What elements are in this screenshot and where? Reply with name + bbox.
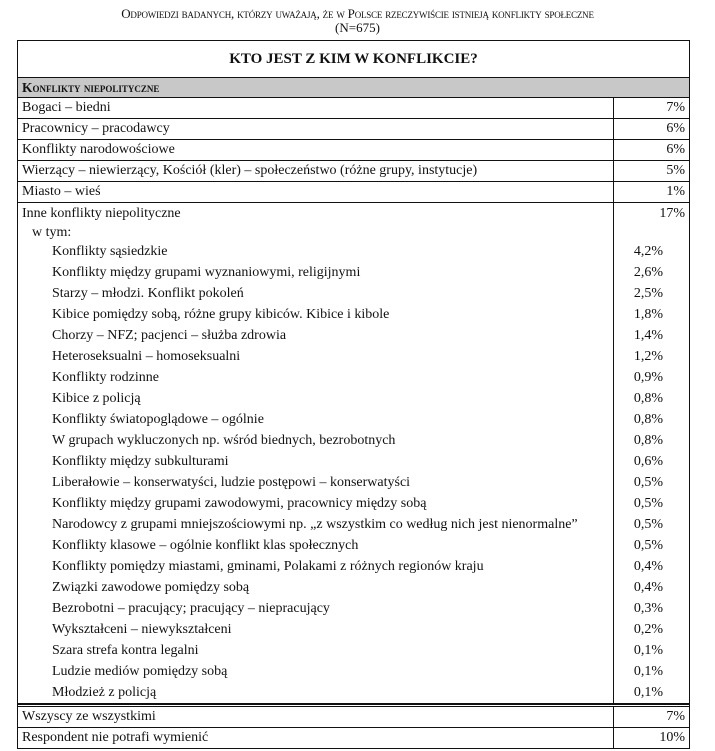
row-label: Konflikty narodowościowe [22, 142, 175, 157]
row-label: Miasto – wieś [22, 184, 101, 199]
row-label: Wszyscy ze wszystkimi [22, 709, 156, 724]
sub-item-label: Starzy – młodzi. Konflikt pokoleń [52, 286, 244, 301]
sub-item-value: 0,2% [633, 622, 664, 637]
sub-item-value: 0,3% [633, 601, 664, 616]
sub-item-label: Związki zawodowe pomiędzy sobą [52, 580, 250, 595]
table-row [18, 707, 689, 728]
conflicts-table [17, 40, 690, 749]
section-header: Konflikty niepolityczne [18, 78, 689, 98]
row-label: Pracownicy – pracodawcy [22, 121, 170, 136]
sub-item-value: 0,6% [633, 454, 664, 469]
sub-item-value: 0,5% [633, 517, 664, 532]
table-row [18, 728, 689, 748]
sub-item-label: Liberałowie – konserwatyści, ludzie postępowi – konserwatyści [52, 475, 411, 490]
sub-item-value: 0,5% [633, 538, 664, 553]
sub-item-label: Konflikty między grupami zawodowymi, pracownicy między sobą [52, 496, 427, 511]
sub-item-label: Konflikty między subkulturami [52, 454, 229, 469]
sub-item-value: 0,1% [633, 643, 664, 658]
table-title: KTO JEST Z KIM W KONFLIKCIE? [18, 41, 689, 78]
row-value: 7% [613, 707, 689, 727]
sub-item-label: Konflikty klasowe – ogólnie konflikt klas społecznych [52, 538, 359, 553]
blank-cell [614, 224, 689, 241]
sub-item-value: 1,4% [633, 328, 664, 343]
sub-item-value: 4,2% [633, 244, 664, 259]
group-label: Inne konflikty niepolityczne [22, 206, 181, 221]
sub-item-label: Kibice z policją [52, 391, 141, 406]
sub-item-label: Ludzie mediów pomiędzy sobą [52, 664, 228, 679]
sub-item-label: Wykształceni – niewykształceni [52, 622, 232, 637]
sub-item-value: 0,5% [633, 475, 664, 490]
sub-item-label: Heteroseksualni – homoseksualni [52, 349, 241, 364]
group-labels [18, 203, 613, 703]
sub-item-label: Młodzież z policją [52, 685, 157, 700]
sub-item-label: Narodowcy z grupami mniejszościowymi np. „z wszystkim co według nich jest nienormalne” [52, 517, 578, 532]
sub-item-label: Konflikty rodzinne [52, 370, 159, 385]
sub-item-value: 0,8% [633, 412, 664, 427]
row-value: 6% [613, 119, 689, 139]
sub-item-value: 2,5% [633, 286, 664, 301]
sub-item-value: 0,8% [633, 391, 664, 406]
row-value: 7% [613, 98, 689, 118]
sub-item-label: Konflikty światopoglądowe – ogólnie [52, 412, 264, 427]
sub-item-value: 0,1% [633, 685, 664, 700]
sub-item-label: Kibice pomiędzy sobą, różne grupy kibiców. Kibice i kibole [52, 307, 390, 322]
sub-item-value: 0,1% [633, 664, 664, 679]
sub-item-label: Szara strefa kontra legalni [52, 643, 199, 658]
sub-item-value: 0,4% [633, 559, 664, 574]
footer-rows [18, 704, 689, 748]
sub-item-label: W grupach wykluczonych np. wśród biednych, bezrobotnych [52, 433, 396, 448]
row-label: Respondent nie potrafi wymienić [22, 730, 209, 745]
table-row [18, 98, 689, 119]
sub-item-value: 1,2% [633, 349, 664, 364]
table-row [18, 161, 689, 182]
sub-item-label: Konflikty pomiędzy miastami, gminami, Polakami z różnych regionów kraju [52, 559, 484, 574]
sub-item-value: 0,8% [633, 433, 664, 448]
sub-item-value: 0,9% [633, 370, 664, 385]
table-row [18, 119, 689, 140]
sample-size: (N=675) [335, 20, 380, 35]
sub-item-value: 0,5% [633, 496, 664, 511]
row-value: 10% [613, 728, 689, 748]
main-rows [18, 98, 689, 203]
row-label: Wierzący – niewierzący, Kościół (kler) – społeczeństwo (różne grupy, instytucje) [22, 163, 478, 178]
sub-item-value: 2,6% [633, 265, 664, 280]
table-row [18, 182, 689, 203]
sub-item-label: Konflikty między grupami wyznaniowymi, religijnymi [52, 265, 361, 280]
other-conflicts-group [18, 203, 689, 704]
row-value: 6% [613, 140, 689, 160]
table-caption: Odpowiedzi badanych, którzy uważają, że w Polsce rzeczywiście istnieją konflikty społeczne [121, 6, 594, 21]
row-value: 1% [613, 182, 689, 202]
group-subheading: w tym: [32, 225, 72, 240]
table-row [18, 140, 689, 161]
sub-item-label: Chorzy – NFZ; pacjenci – służba zdrowia [52, 328, 287, 343]
sub-item-value: 0,4% [633, 580, 664, 595]
sub-item-label: Konflikty sąsiedzkie [52, 244, 168, 259]
group-values [613, 203, 689, 703]
row-value: 5% [613, 161, 689, 181]
row-label: Bogaci – biedni [22, 100, 111, 115]
sub-item-label: Bezrobotni – pracujący; pracujący – niepracujący [52, 601, 330, 616]
sub-item-value: 1,8% [633, 307, 664, 322]
group-value: 17% [659, 206, 685, 221]
